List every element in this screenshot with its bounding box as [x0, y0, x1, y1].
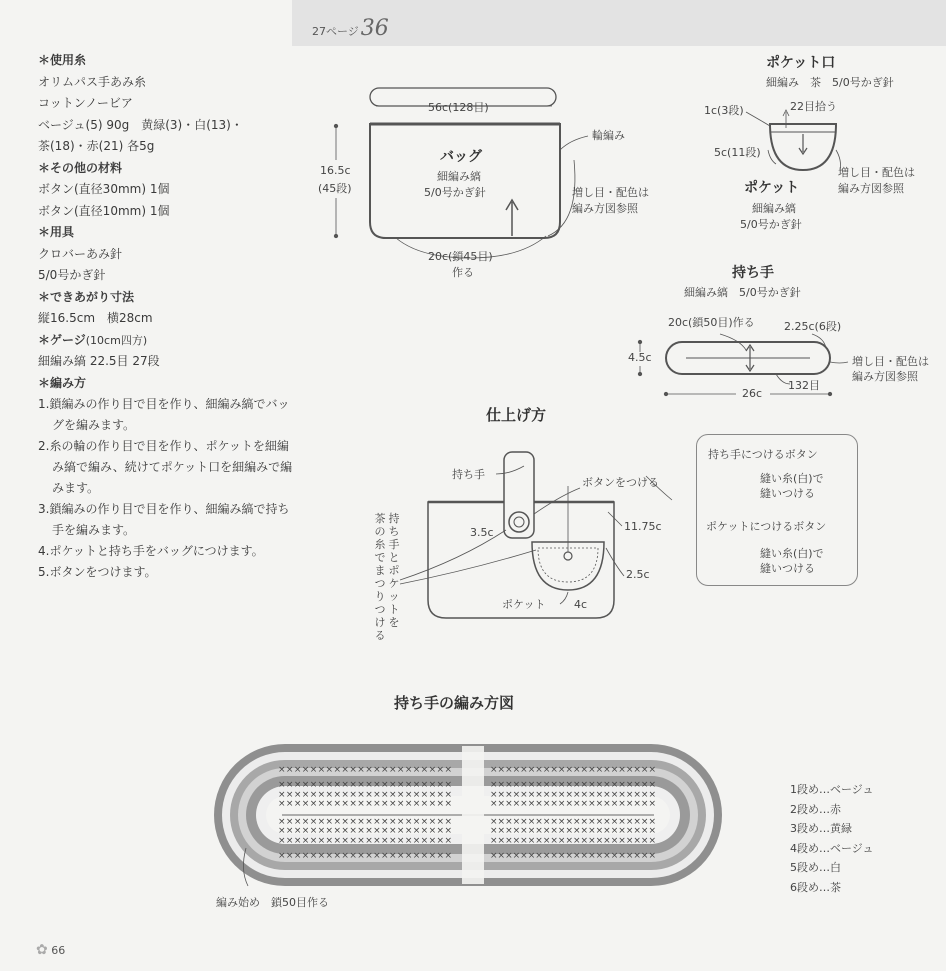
handle-stitches: 132目	[788, 379, 820, 392]
finishing-handle-label: 持ち手	[452, 468, 485, 481]
stitch-row: ××××××××××××××××××××××	[490, 836, 656, 846]
bag-increase-note: 編み方図参照	[572, 202, 638, 215]
leader-line	[560, 136, 588, 150]
vertical-char: と	[388, 551, 400, 564]
leader-line	[606, 548, 624, 576]
bag-height: 16.5c	[320, 164, 351, 177]
leader-line	[746, 112, 770, 126]
vertical-char: つ	[374, 603, 386, 616]
legend-item: 1段め…ベージュ	[790, 783, 874, 796]
bag-base-make: 作る	[452, 266, 474, 279]
handle-length: 26c	[742, 387, 763, 400]
finished-size-heading: ＊できあがり寸法	[38, 289, 135, 304]
leader-line	[830, 362, 848, 363]
leader-line	[608, 512, 622, 526]
yarn-line: ベージュ(5) 90g 黄緑(3)・白(13)・	[38, 117, 243, 132]
method-step: 2.糸の輪の作り目で目を作り、ポケットを細編み縞で編み、続けてポケット口を細編みで編みます。	[38, 439, 293, 495]
other-materials-heading: ＊その他の材料	[38, 160, 123, 175]
vertical-char: 持	[388, 512, 400, 525]
vertical-char: ち	[388, 525, 400, 538]
stitch-row: ××××××××××××××××××××××	[490, 799, 656, 809]
vertical-char: つ	[374, 577, 386, 590]
method-step: 3.鎖編みの作り目で目を作り、細編み縞で持ち手を編みます。	[38, 502, 290, 537]
stitch-row: ××××××××××××××××××××××	[490, 790, 656, 800]
legend-item: 2段め…赤	[790, 802, 841, 816]
dim-dot	[335, 125, 338, 128]
dim-dot	[335, 235, 338, 238]
handle-increase-note: 編み方図参照	[852, 370, 918, 383]
dim-dot	[829, 393, 832, 396]
vertical-char: 糸	[374, 538, 386, 551]
pocket-stitch: 細編み縞	[752, 202, 796, 215]
yarn-line: オリムパス手あみ糸	[38, 74, 147, 89]
method-step: 5.ボタンをつけます。	[38, 565, 157, 579]
finishing-sew-note	[373, 512, 407, 642]
stitch-row: ××××××××××××××××××××××	[278, 817, 452, 827]
callout-thread: 縫い糸(白)で	[760, 547, 824, 560]
handle-stitch: 細編み縞 5/0号かぎ針	[684, 286, 801, 299]
bag-needle: 5/0号かぎ針	[424, 186, 486, 199]
legend-item: 6段め…茶	[790, 880, 841, 894]
vertical-char: で	[374, 551, 386, 564]
pocket-increase-note: 編み方図参照	[838, 182, 904, 195]
tools-heading: ＊用具	[38, 225, 75, 239]
page-reference-prefix: 27ページ	[312, 25, 359, 38]
pocket-title: ポケット	[744, 180, 800, 196]
vertical-char: 手	[388, 538, 400, 551]
vertical-char: り	[374, 590, 386, 603]
method-step: 1.鎖編みの作り目で目を作り、細編み縞でバッグを編みます。	[38, 397, 290, 432]
stitch-row: ××××××××××××××××××××××	[490, 780, 656, 790]
leader-line	[400, 550, 536, 584]
sew-note-column	[387, 512, 401, 629]
material-line: ボタン(直径10mm) 1個	[38, 203, 170, 218]
finished-size-line: 縦16.5cm 横28cm	[38, 311, 153, 325]
vertical-char: る	[374, 629, 386, 642]
bag-title: バッグ	[440, 149, 482, 165]
finishing-button-attach: ボタンをつける	[582, 476, 659, 489]
pocket-pickup: 22目拾う	[790, 100, 837, 113]
handle-height: 4.5c	[628, 351, 652, 364]
gauge-line: 細編み縞 22.5目 27段	[38, 354, 160, 368]
stitch-row: ××××××××××××××××××××××	[490, 826, 656, 836]
vertical-char: ト	[388, 603, 400, 616]
gauge-heading-suffix: (10cm四方)	[85, 333, 148, 347]
callout-handle-button: 持ち手につけるボタン	[708, 448, 818, 461]
callout-thread: 縫い糸(白)で	[760, 472, 824, 485]
tool-line: 5/0号かぎ針	[38, 268, 106, 282]
stitch-row: ××××××××××××××××××××××	[278, 826, 452, 836]
yarn-line: 茶(18)・赤(21) 各5g	[38, 139, 155, 153]
dim-dot	[665, 393, 668, 396]
chart-start-label: 編み始め 鎖50目作る	[216, 896, 329, 909]
handle-increase-note: 増し目・配色は	[852, 355, 929, 368]
bag-stitch: 細編み縞	[437, 170, 481, 183]
stitch-row: ××××××××××××××××××××××	[278, 836, 452, 846]
chart-title: 持ち手の編み方図	[394, 694, 515, 712]
stitch-row: ××××××××××××××××××××××	[278, 765, 452, 775]
bag-edge-label: 輪編み	[592, 129, 625, 142]
finish-small-button	[564, 552, 572, 560]
pocket-increase-note: 増し目・配色は	[838, 166, 915, 179]
sew-note-column	[373, 512, 387, 642]
handle-chart	[214, 744, 722, 886]
vertical-char: ポ	[388, 564, 400, 577]
stitch-row: ××××××××××××××××××××××	[278, 799, 452, 809]
finish-big-button	[509, 512, 529, 532]
handle-width-rows: 2.25c(6段)	[784, 320, 842, 333]
vertical-char: を	[388, 616, 400, 629]
leader-line	[548, 160, 575, 236]
tool-line: クロバーあみ針	[38, 246, 123, 261]
gauge-heading: ＊ゲージ	[38, 332, 86, 347]
vertical-char: ッ	[388, 590, 400, 603]
pocket-mouth-rows: 1c(3段)	[704, 104, 744, 117]
flower-icon: ✿	[36, 942, 48, 958]
vertical-char: ま	[374, 564, 386, 577]
vertical-char: の	[374, 525, 386, 538]
finishing-dim-3-5: 3.5c	[470, 526, 494, 539]
callout-pocket-button: ポケットにつけるボタン	[706, 520, 827, 533]
yarn-heading: ＊使用糸	[38, 53, 87, 67]
finishing-title: 仕上げ方	[486, 406, 547, 424]
bag-top-width: 56c(128目)	[428, 101, 489, 114]
page-number	[36, 942, 65, 958]
pocket-height: 5c(11段)	[714, 146, 761, 159]
stitch-row: ××××××××××××××××××××××	[490, 817, 656, 827]
legend-item: 4段め…ベージュ	[790, 841, 874, 855]
handle-chain: 20c(鎖50目)作る	[668, 316, 755, 329]
stitch-row: ××××××××××××××××××××××	[278, 780, 452, 790]
finishing-dim-2-5: 2.5c	[626, 568, 650, 581]
chart-legend	[790, 780, 874, 897]
vertical-char: け	[374, 616, 386, 629]
dim-dot	[639, 373, 642, 376]
pattern-number: 36	[360, 16, 389, 41]
bag-height-rows: (45段)	[318, 182, 352, 195]
pocket-mouth-title: ポケット口	[766, 55, 836, 71]
finishing-dim-4: 4c	[574, 598, 588, 611]
legend-item: 3段め…黄緑	[790, 822, 852, 835]
pocket-needle: 5/0号かぎ針	[740, 218, 802, 231]
page-number-text: 66	[51, 944, 66, 957]
callout-thread: 縫いつける	[760, 562, 815, 575]
dim-dot	[639, 341, 642, 344]
method-step: 4.ポケットと持ち手をバッグにつけます。	[38, 544, 264, 558]
material-line: ボタン(直径30mm) 1個	[38, 182, 170, 196]
stitch-row: ××××××××××××××××××××××	[278, 851, 452, 861]
callout-thread: 縫いつける	[760, 487, 815, 500]
stitch-row: ××××××××××××××××××××××	[278, 790, 452, 800]
handle-title: 持ち手	[732, 265, 774, 281]
legend-item: 5段め…白	[790, 861, 841, 874]
yarn-line: コットンノービア	[38, 96, 133, 110]
leader-line	[560, 592, 568, 604]
finishing-pocket-label: ポケット	[502, 598, 546, 611]
stitch-row: ××××××××××××××××××××××	[490, 765, 656, 775]
pocket-mouth-stitch: 細編み 茶 5/0号かぎ針	[766, 76, 894, 89]
vertical-char: ケ	[388, 577, 400, 590]
chart-gap	[462, 746, 484, 884]
bag-base: 20c(鎖45目)	[428, 250, 493, 263]
finishing-dim-11-75: 11.75c	[624, 520, 662, 533]
stitch-row: ××××××××××××××××××××××	[490, 851, 656, 861]
method-heading: ＊編み方	[38, 375, 87, 390]
bag-increase-note: 増し目・配色は	[572, 186, 649, 199]
vertical-char: 茶	[374, 512, 386, 525]
